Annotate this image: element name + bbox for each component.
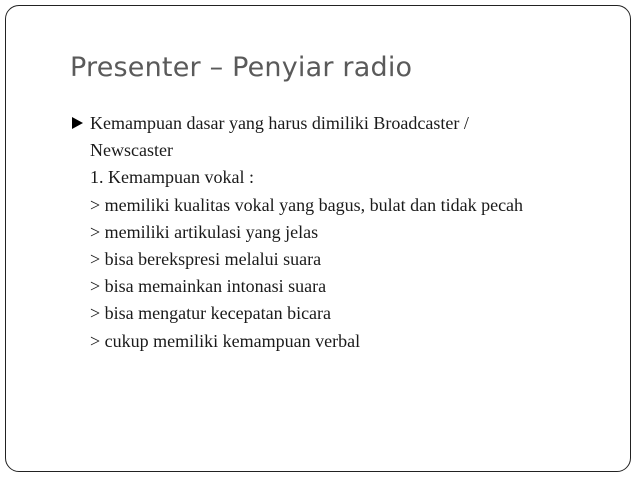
bullet-text-line-1: Kemampuan dasar yang harus dimiliki Broadcaster / bbox=[90, 113, 469, 133]
slide-body bbox=[72, 110, 612, 355]
bullet-item bbox=[72, 110, 612, 137]
list-item: > cukup memiliki kemampuan verbal bbox=[90, 330, 361, 351]
bullet-text-line-2: Newscaster bbox=[90, 140, 173, 161]
sub-heading-vocal: 1. Kemampuan vokal : bbox=[90, 167, 254, 188]
list-item: > bisa berekspresi melalui suara bbox=[90, 249, 322, 270]
list-item: > memiliki artikulasi yang jelas bbox=[90, 221, 319, 242]
list-item: > memiliki kualitas vokal yang bagus, bulat dan tidak pecah bbox=[90, 194, 524, 215]
triangle-bullet-icon bbox=[72, 117, 83, 129]
list-item: > bisa memainkan intonasi suara bbox=[90, 276, 327, 297]
slide-title: Presenter – Penyiar radio bbox=[70, 52, 413, 83]
list-item: > bisa mengatur kecepatan bicara bbox=[90, 303, 332, 324]
